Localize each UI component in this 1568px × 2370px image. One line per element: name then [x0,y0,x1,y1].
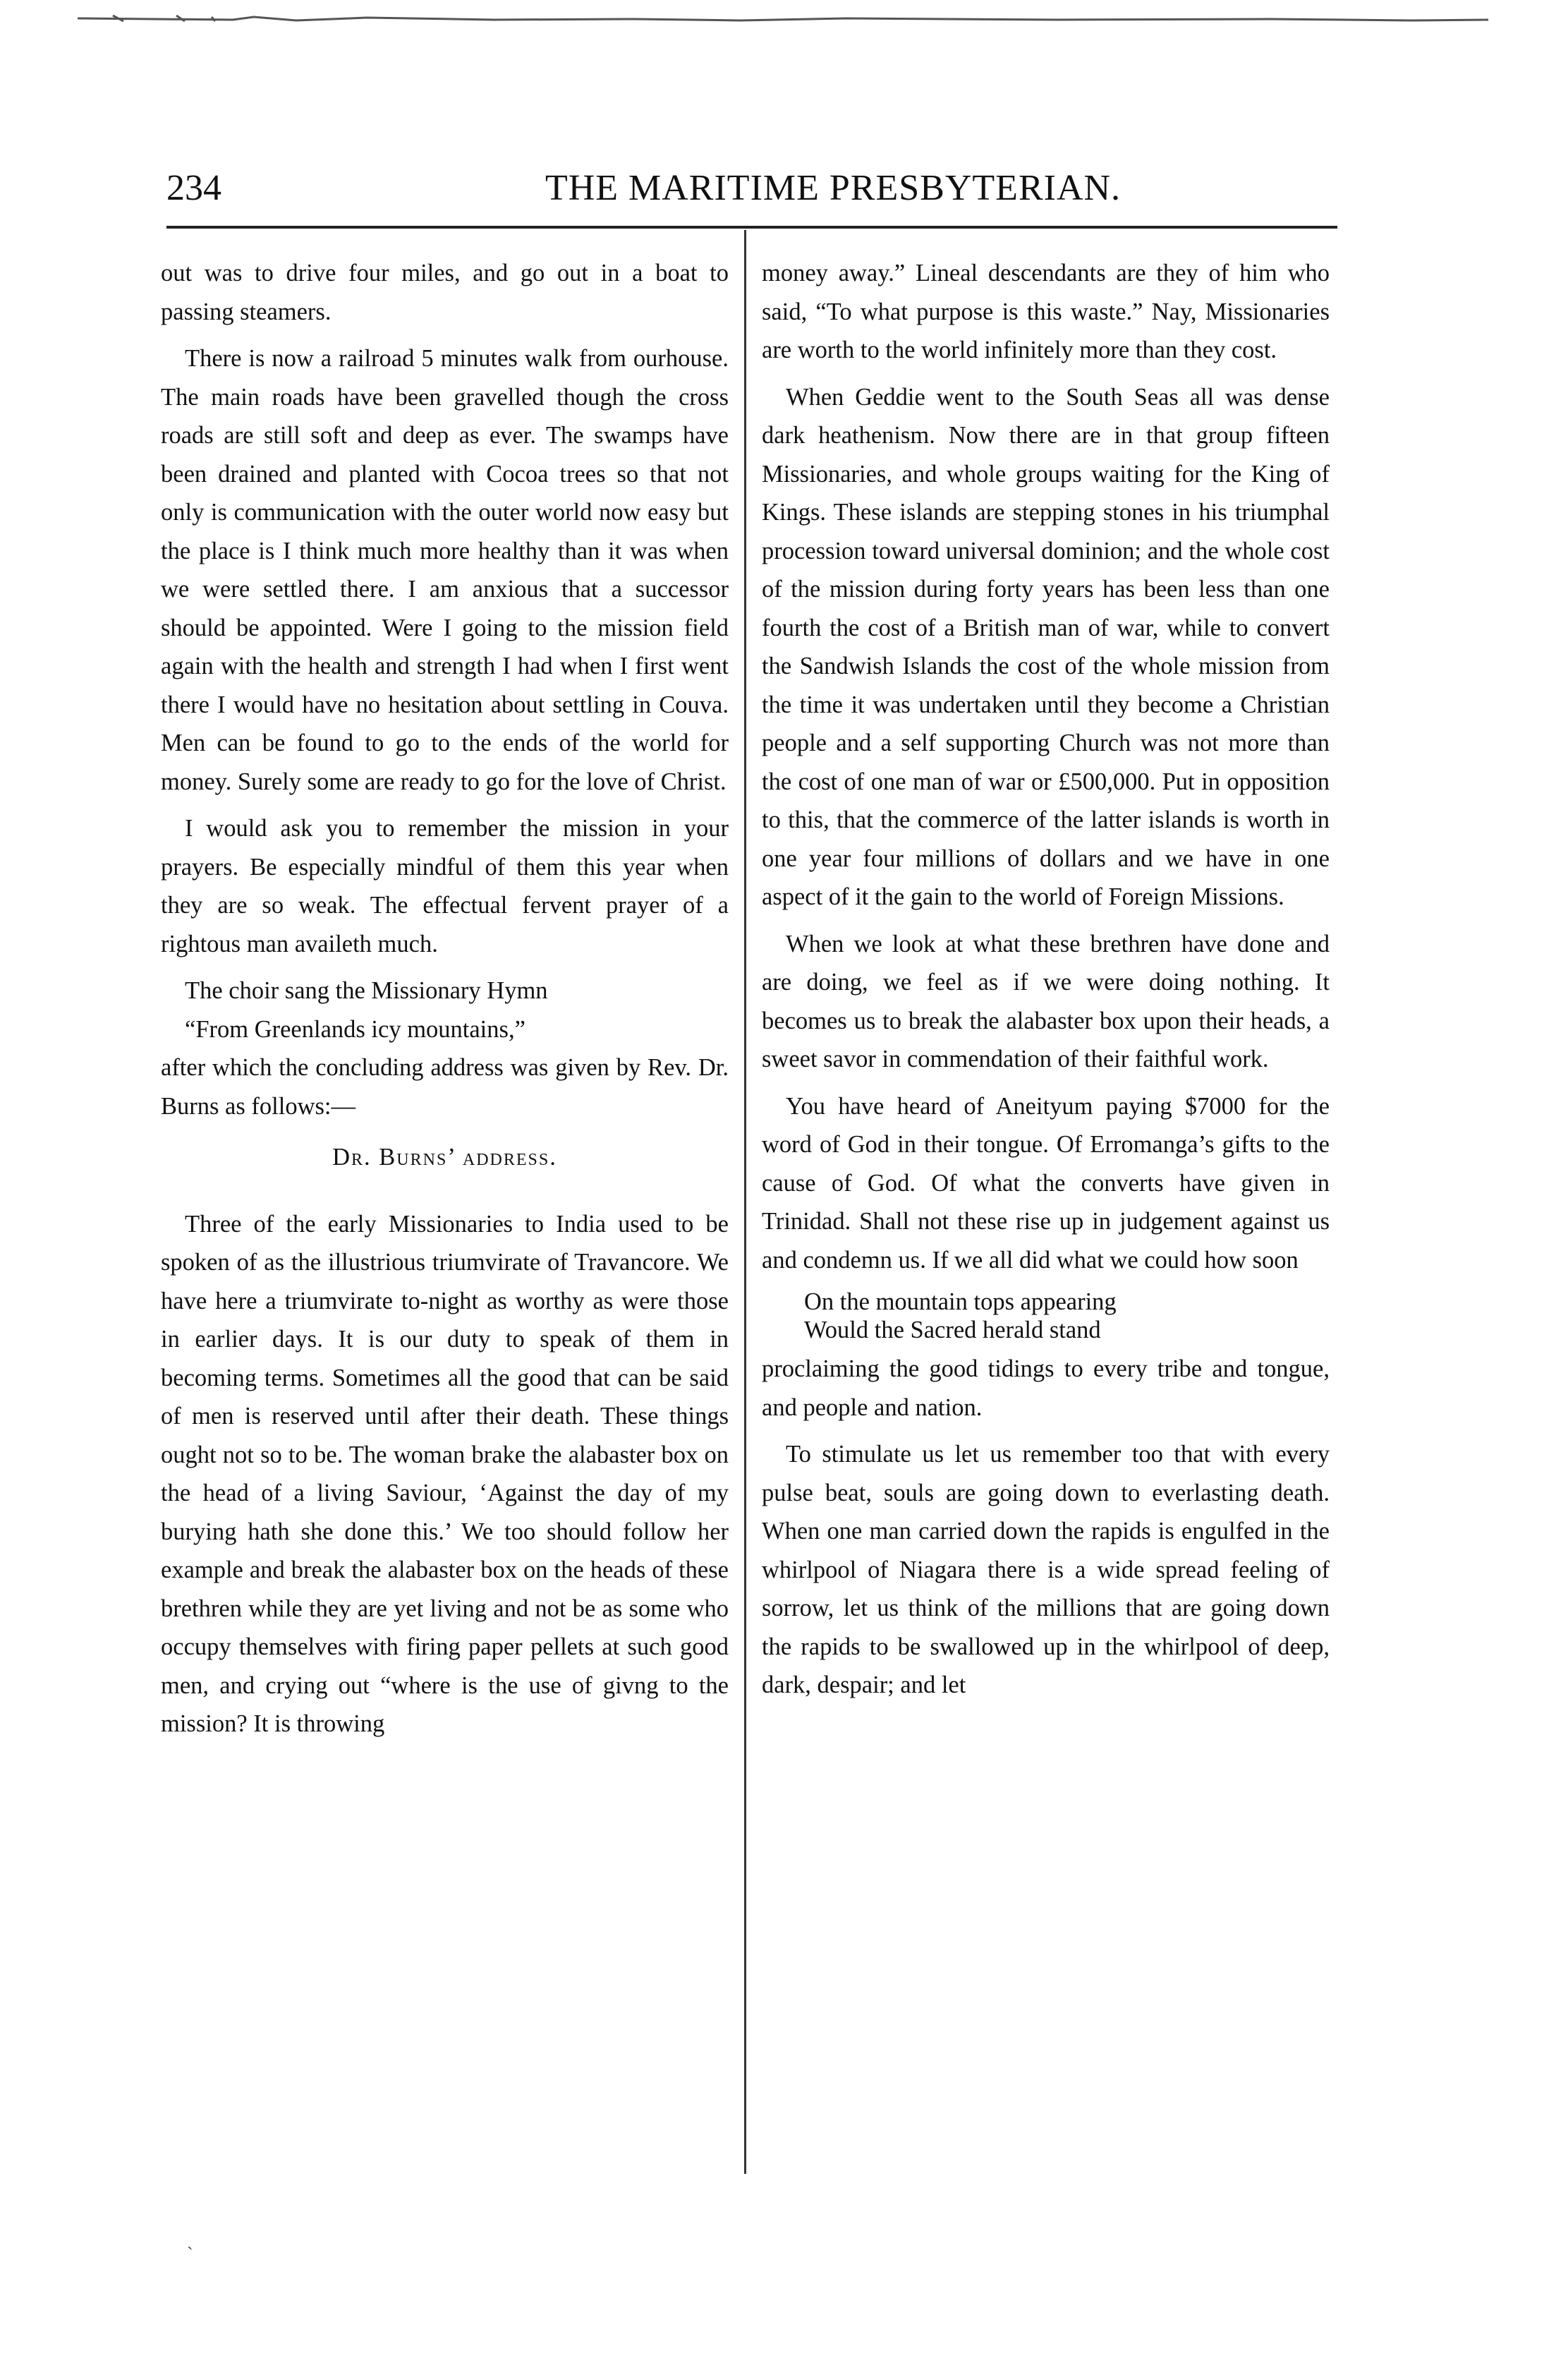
paragraph: Three of the early Missionaries to India used to be spoken of as the illustrious triumvirate of Travancore. We have here a triumvirate to-night as worthy as were those in earlier days. It is our duty to speak of them in becoming terms. Sometimes all the good that can be said of men is reserved until after their death. These things ought not so to be. The woman brake the alabaster box on the head of a living Saviour, ‘Against the day of my burying hath she done this.’ We too should follow her example and break the alabaster box on the heads of these brethren while they are yet living and not be as some who occupy themselves with firing paper pellets at such good men, and crying out “where is the use of givng to the mission? It is throwing [161,1210,729,1737]
paragraph: after which the concluding address was given by Rev. Dr. Burns as follows:— [161,1054,729,1120]
page-number: 234 [166,168,221,208]
verse-quotation [762,1288,1330,1344]
paragraph: When Geddie went to the South Seas all was dense dark heathenism. Now there are in that group fifteen Missionaries, and whole groups waiting for the King of Kings. These islands are stepping stones in his triumphal procession toward universal dominion; and the whole cost of the mission during forty years has been less than one fourth the cost of a British man of war, while to convert the Sandwish Islands the cost of the whole mission from the time it was undertaken until they become a Christian people and a self supporting Church was not more than the cost of one man of war or £500,000. Put in opposition to this, that the commerce of the latter islands is worth in one year four millions of dollars and we have in one aspect of it the gain to the world of Foreign Missions. [762,383,1330,910]
paragraph: money away.” Lineal descendants are they of him who said, “To what purpose is this waste.” Nay, Missionaries are worth to the world infinitely more than they cost. [762,260,1330,363]
right-column [762,254,1330,1713]
paragraph: proclaiming the good tidings to every tribe and tongue, and people and nation. [762,1355,1330,1421]
hymn-title: “From Greenlands icy mountains,” [185,1015,525,1043]
section-heading: Dr. Burns’ address. [332,1144,557,1171]
header-rule [166,226,1337,229]
column-rule [744,230,746,2174]
scan-speck: ˎ [187,2230,193,2251]
paragraph: You have heard of Aneityum paying $7000 for the word of God in their tongue. Of Erromanga’s gifts to the cause of God. Of what the converts have given in Trinidad. Shall not these rise up in judgement against us and condemn us. If we all did what we could how soon [762,1092,1330,1274]
paragraph: To stimulate us let us remember too that with every pulse beat, souls are going down to everlasting death. When one man carried down the rapids is engulfed in the whirlpool of Niagara there is a wide spread feeling of sorrow, let us think of the millions that are going down the rapids to be swallowed up in the whirlpool of deep, dark, despair; and let [762,1441,1330,1698]
verse-line: Would the Sacred herald stand [804,1317,1101,1343]
paragraph: out was to drive four miles, and go out in a boat to passing steamers. [161,260,729,325]
paragraph: There is now a railroad 5 minutes walk from ourhouse. The main roads have been gravelled though the cross roads are still soft and deep as ever. The swamps have been drained and planted with Cocoa trees so that not only is communication with the outer world now easy but the place is I think much more healthy than it was when we were settled there. I am anxious that a successor should be appointed. Were I going to the mission field again with the health and strength I had when I first went there I would have no hesitation about settling in Couva. Men can be found to go to the ends of the world for money. Surely some are ready to go for the love of Christ. [161,345,729,795]
scan-edge-artifact [0,11,1568,27]
paragraph: When we look at what these brethren have done and are doing, we feel as if we were doing nothing. It becomes us to break the alabaster box upon their heads, a sweet savor in commendation of their faithful work. [762,930,1330,1072]
page-header [166,164,1337,227]
paragraph: The choir sang the Missionary Hymn [185,977,548,1004]
running-head: THE MARITIME PRESBYTERIAN. [545,168,1122,208]
left-column [161,254,729,1752]
paragraph: I would ask you to remember the mission in your prayers. Be especially mindful of them this year when they are so weak. The effectual fervent prayer of a rightous man availeth much. [161,815,729,957]
verse-line: On the mountain tops appearing [804,1288,1117,1315]
